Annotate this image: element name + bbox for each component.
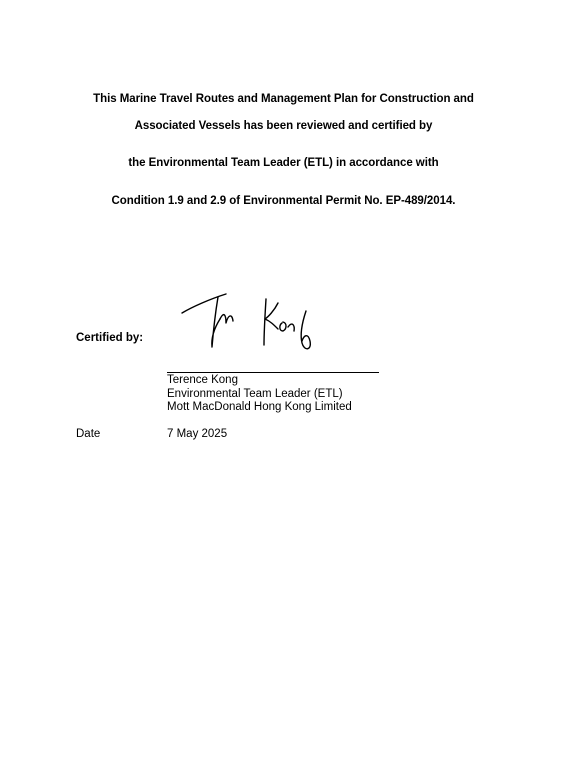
- statement-line-1: This Marine Travel Routes and Management Plan for Construction and: [93, 93, 474, 105]
- signer-title: Environmental Team Leader (ETL): [167, 387, 343, 400]
- certified-by-label: Certified by:: [76, 332, 144, 344]
- date-label: Date: [76, 428, 101, 440]
- date-value: 7 May 2025: [167, 428, 228, 440]
- signer-details: [167, 374, 352, 415]
- statement-line-3: the Environmental Team Leader (ETL) in accordance with: [128, 157, 439, 169]
- statement-line-4: Condition 1.9 and 2.9 of Environmental Permit No. EP-489/2014.: [111, 195, 456, 207]
- handwritten-signature: [178, 285, 318, 357]
- statement-line-2: Associated Vessels has been reviewed and certified by: [134, 120, 433, 132]
- signer-company: Mott MacDonald Hong Kong Limited: [167, 401, 352, 413]
- signer-name: Terence Kong: [167, 374, 238, 386]
- signature-line: [167, 372, 379, 373]
